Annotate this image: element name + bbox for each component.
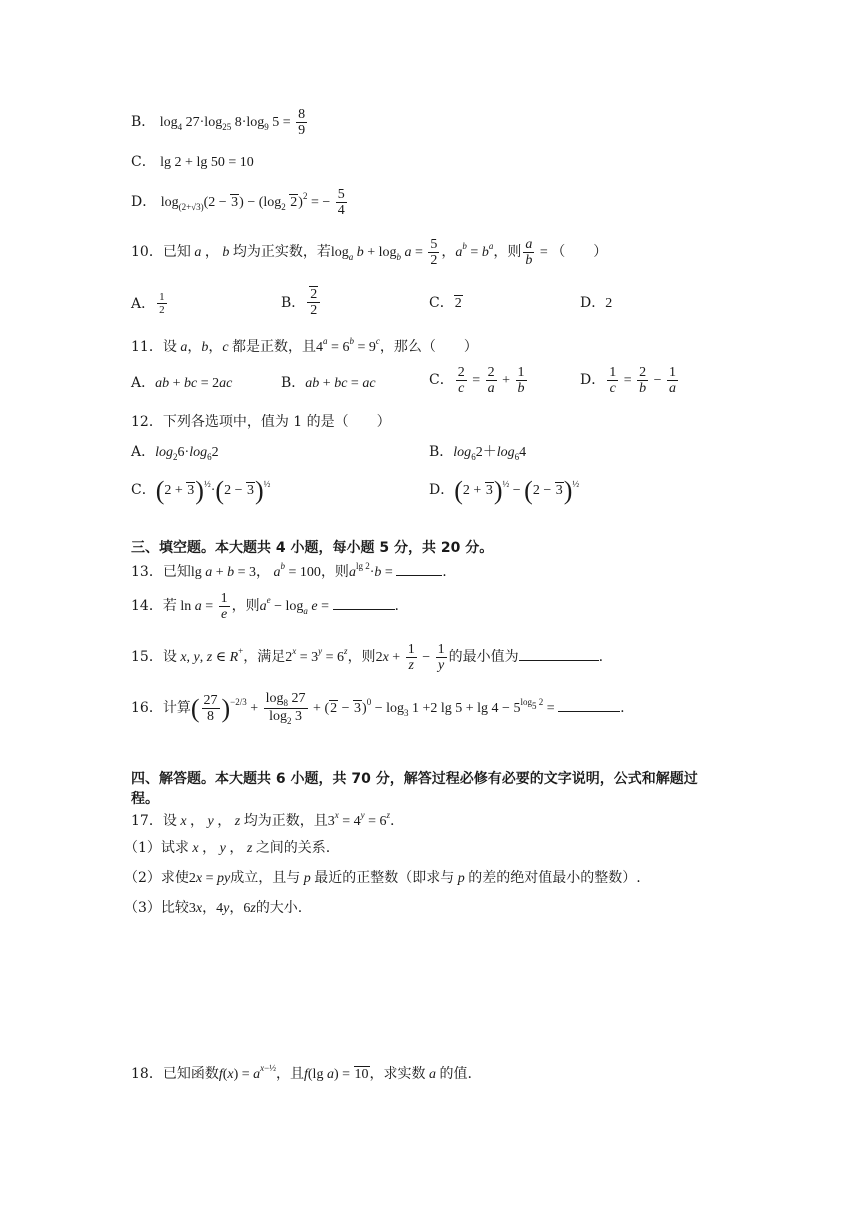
section-3-heading: 三、填空题。本大题共 4 小题，每小题 5 分，共 20 分。	[131, 540, 494, 556]
question-text: ，则	[231, 598, 260, 615]
question-number: 13．	[131, 564, 163, 580]
option-c-lg-sum	[131, 155, 254, 170]
part-text: 的大小.	[255, 900, 303, 916]
question-text: ，求实数	[369, 1066, 426, 1082]
question-text: 设	[162, 649, 177, 666]
question-11: 11．设 a，b，c 都是正数，且$4^a = 6^b = 9^c$，那么（ ）	[131, 336, 478, 355]
question-text: 均为正实数，若	[232, 244, 331, 261]
part-text: 最近的正整数（即求与	[314, 870, 455, 886]
math-expression: lg 2 + lg 50 = 10	[160, 155, 254, 170]
question-number: 16．	[131, 700, 163, 717]
question-text: ，则	[347, 649, 376, 666]
q11-option-b: B．ab + bc = ac	[281, 375, 376, 391]
answer-blank[interactable]	[333, 609, 395, 610]
q12-option-b: B．$\log_62+\log_64$	[429, 444, 527, 462]
question-text: 计算	[162, 700, 191, 717]
question-text: 设	[162, 813, 177, 829]
question-number: 18．	[131, 1066, 163, 1082]
math-expression: $\log_4 27\cdot\log_{25}$ $8\cdot\log_9$ 5 = $\frac{8}{9}$	[159, 107, 306, 138]
question-number: 15．	[131, 649, 163, 666]
option-d-log-difference	[131, 188, 349, 218]
question-text: ，满足	[243, 649, 286, 666]
question-text: 都是正数，且	[232, 339, 317, 355]
option-label: D．	[131, 194, 157, 211]
q10-option-d: D．2	[580, 295, 613, 311]
question-text: 均为正数，且	[243, 813, 328, 829]
question-text: ，则	[493, 244, 522, 261]
question-text: 的最小值为	[448, 649, 519, 666]
option-b-log-product	[131, 108, 309, 138]
question-text: 已知	[162, 564, 191, 580]
q12-option-a: A．$\log_26\cdot\log_62$	[131, 444, 219, 462]
question-text: 已知函数	[162, 1066, 219, 1082]
math-expression: $\log_{(2+√3)}(2 - 3) - (\log_2$ 2)$^2$ = − $\frac{5}{4}$	[160, 187, 345, 218]
question-13: 13．已知lg a + b = 3， $a^b = 100$，则$a^{lg 2}\cdot b$ = .	[131, 561, 447, 580]
q10-option-c: C．2	[429, 295, 462, 311]
answer-blank[interactable]	[396, 575, 442, 576]
q10-option-b: B． $\frac{2}{2}$	[281, 288, 322, 318]
question-17: 17．设 x ， y ， z 均为正数，且$3^x = 4^y = 6^z$.	[131, 810, 395, 829]
answer-blank[interactable]	[558, 711, 620, 712]
part-text: （3）比较	[124, 900, 189, 916]
q11-option-c: C． $\frac{2}{c}$ = $\frac{2}{a}$ + $\frac{1}{b}$	[429, 365, 525, 396]
option-label: B．	[131, 114, 156, 131]
question-text: ，则	[320, 564, 349, 580]
q12-option-d: D．$(2 + 3)^{\frac{1}{2}} - (2 - 3)^{\frac{1}{2}}$	[429, 476, 580, 505]
answer-blank[interactable]	[519, 660, 599, 661]
q17-part-2: （2）求使2x = py成立，且与 p 最近的正整数（即求与 p 的差的绝对值最小的整数）.	[124, 870, 641, 886]
question-text: 下列各选项中，值为 1 的是（ ）	[162, 414, 391, 430]
question-number: 12．	[131, 414, 163, 430]
question-text: ，那么（ ）	[379, 339, 478, 355]
question-text: ，且	[276, 1066, 304, 1082]
question-number: 11．	[131, 339, 163, 355]
question-number: 17．	[131, 813, 163, 829]
part-text: 成立，且与	[230, 870, 301, 886]
answer-paren: （ ）	[551, 244, 608, 261]
question-16: 16．计算( $\frac{27}{8}$ )$^{-2/3}$ + $\frac{\log_8 27}{\log_2 3}$ + $(2 - 3)^0 - \log_3 1 +2$ $\lg 5 + \lg 4 - 5^{log_5 2}$ = .	[131, 691, 625, 726]
q10-option-a: A． $\frac{1}{2}$	[131, 291, 165, 316]
question-text: 的值.	[439, 1066, 472, 1082]
section-4-heading: 四、解答题。本大题共 6 小题，共 70 分，解答过程必修有必要的文字说明，公式和解题过	[131, 771, 698, 787]
part-text: （2）求使	[124, 870, 189, 886]
q11-option-d: D． $\frac{1}{c}$ = $\frac{2}{b}$ − $\frac{1}{a}$	[580, 365, 677, 396]
section-4-heading-cont: 程。	[131, 791, 159, 807]
q12-option-c: C．$(2 + 3)^{\frac{1}{2}}\cdot(2 - 3)^{\frac{1}{2}}$	[131, 476, 271, 505]
part-text: 之间的关系.	[255, 840, 331, 856]
question-14: 14．若 ln a = $\frac{1}{e}$ ，则$a^e - \log_a e$ = .	[131, 591, 399, 622]
question-number: 14．	[131, 598, 163, 615]
question-text: 已知	[162, 244, 191, 261]
part-text: （1）试求	[124, 840, 189, 856]
option-label: C．	[131, 154, 156, 170]
question-text: 设	[162, 339, 177, 355]
question-10: 10．已知 a ， b 均为正实数，若$\log_a b + \log_b a$ = $\frac{5}{2}$ ，$a^b = b^a$，则 $\frac{a}{b}$ = （ ）	[131, 237, 608, 268]
q17-part-3: （3）比较3x，4y，6z的大小.	[124, 900, 303, 916]
q11-option-a: A．ab + bc = 2ac	[131, 375, 233, 391]
question-12	[131, 415, 391, 429]
q17-part-1: （1）试求 x ， y ， z 之间的关系.	[124, 840, 331, 856]
question-18: 18．已知函数$f(x) = a^{x-\frac{1}{2}}$，且f(lg a) = 10，求实数 a 的值.	[131, 1063, 472, 1082]
question-text: 若	[162, 598, 177, 615]
question-15: 15．设 x, y, z ∈ R+，满足$2^x = 3^y = 6^z$，则2x + $\frac{1}{z}$ − $\frac{1}{y}$ 的最小值为 .	[131, 642, 604, 673]
question-number: 10．	[131, 244, 163, 261]
part-text: 的差的绝对值最小的整数）.	[468, 870, 641, 886]
